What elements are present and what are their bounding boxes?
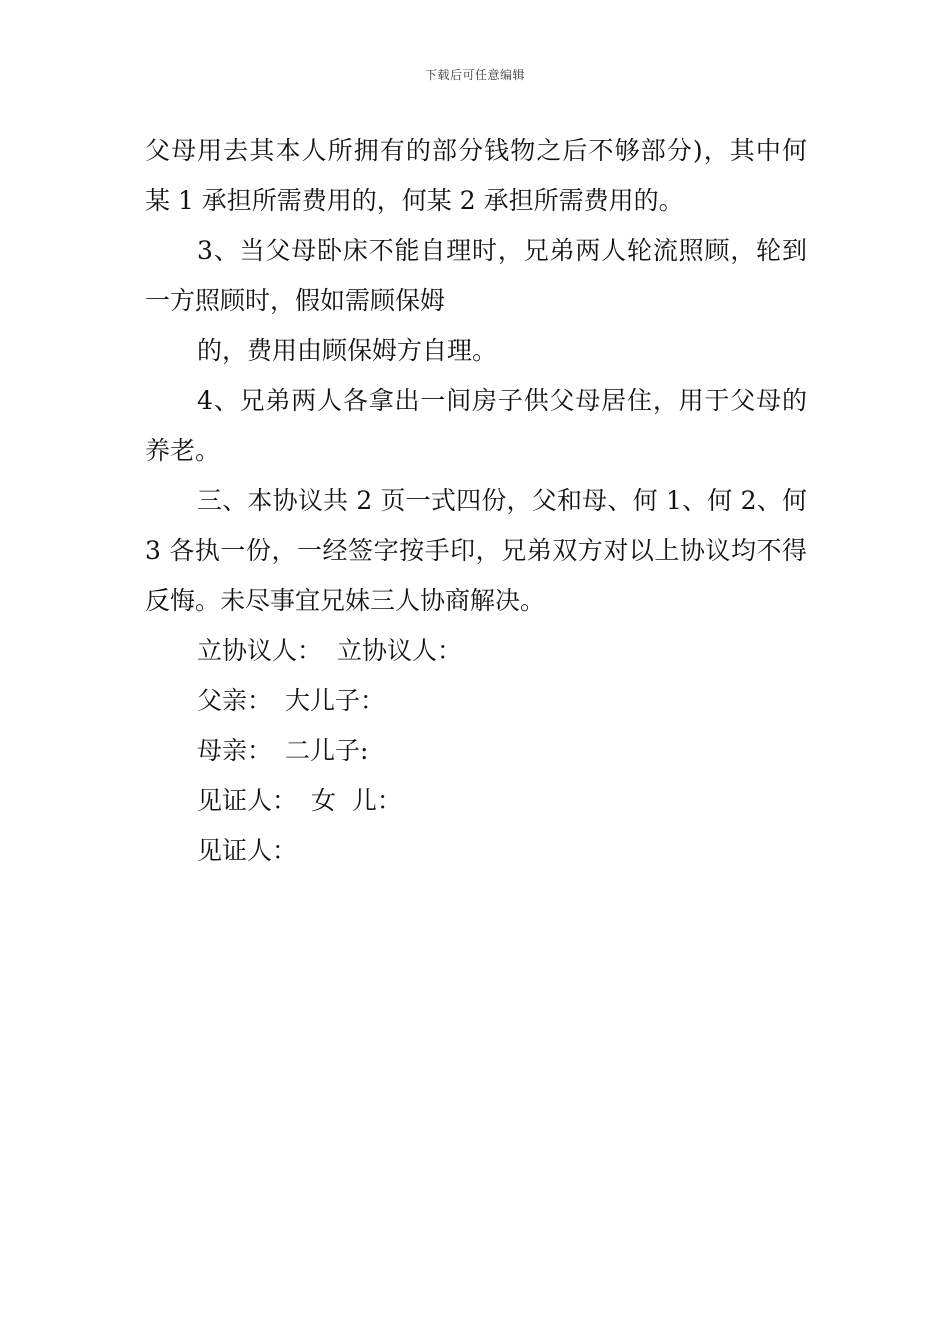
signature-row: [197, 736, 368, 766]
signature-row: [197, 686, 385, 716]
page-header: 下载后可任意编辑: [424, 68, 525, 82]
signature-row: [197, 786, 402, 816]
signature-label: 见证人：: [197, 836, 298, 865]
signature-label: 二儿子:: [285, 736, 369, 765]
paragraph-line: 反悔。未尽事宜兄妹三人协商解决。: [145, 586, 546, 615]
signature-label: 女 儿：: [311, 786, 402, 815]
paragraph-line: 4、兄弟两人各拿出一间房子供父母居住，用于父母的: [197, 386, 807, 415]
paragraph-line: 父母用去其本人所拥有的部分钱物之后不够部分)，其中何: [145, 136, 807, 165]
signature-row: [197, 836, 297, 866]
signature-label: 父亲：: [197, 686, 273, 715]
paragraph-line: 3、当父母卧床不能自理时，兄弟两人轮流照顾，轮到: [197, 236, 807, 265]
signature-label: 见证人：: [197, 786, 298, 815]
paragraph-line: 养老。: [145, 436, 221, 465]
paragraph-line: 的，费用由顾保姆方自理。: [197, 336, 498, 365]
signature-row: [197, 636, 462, 666]
signature-label: 立协议人：: [197, 636, 323, 665]
paragraph-line: 一方照顾时，假如需顾保姆: [145, 286, 446, 315]
paragraph-line: 三、本协议共 2 页一式四份，父和母、何 1、何 2、何: [197, 486, 807, 515]
paragraph-line: 3 各执一份，一经签字按手印，兄弟双方对以上协议均不得: [145, 536, 807, 565]
signature-label: 母亲：: [197, 736, 273, 765]
paragraph-line: 某 1 承担所需费用的，何某 2 承担所需费用的。: [145, 186, 684, 215]
signature-label: 大儿子：: [285, 686, 386, 715]
signature-label: 立协议人：: [337, 636, 463, 665]
